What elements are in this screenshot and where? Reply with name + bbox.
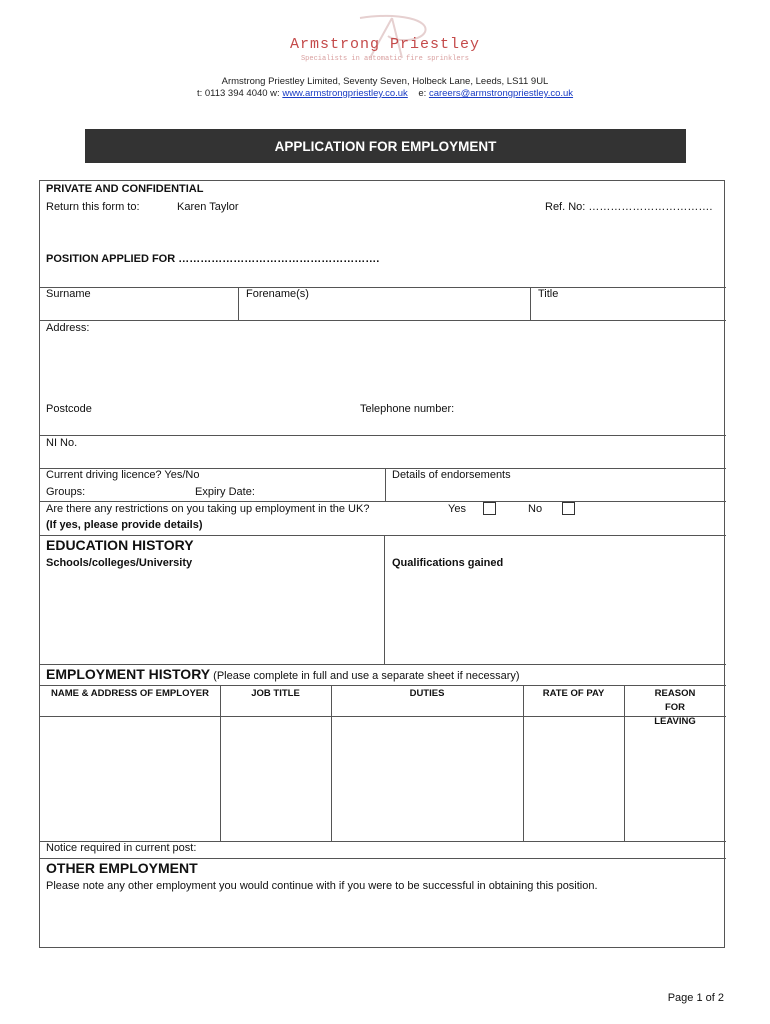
company-tagline: Specialists in automatic fire sprinklers xyxy=(300,55,470,63)
ni-number-field[interactable]: NI No. xyxy=(46,437,78,449)
email-label: e: xyxy=(418,88,429,99)
notice-required-field[interactable]: Notice required in current post: xyxy=(46,842,197,854)
title-field[interactable]: Title xyxy=(538,288,559,300)
telephone-field[interactable]: Telephone number: xyxy=(360,403,455,415)
private-confidential-label: PRIVATE AND CONFIDENTIAL xyxy=(46,183,204,195)
restrictions-question: Are there any restrictions on you taking up employment in the UK? xyxy=(46,503,370,515)
address-field[interactable]: Address: xyxy=(46,322,90,334)
email-link[interactable]: careers@armstrongpriestley.co.uk xyxy=(428,88,574,99)
schools-field[interactable]: Schools/colleges/University xyxy=(46,557,193,569)
licence-groups-field[interactable]: Groups: xyxy=(46,486,86,498)
employment-note: (Please complete in full and use a separate sheet if necessary) xyxy=(210,670,520,682)
company-name: Armstrong Priestley xyxy=(289,36,481,53)
telephone-label: t: 0113 394 4040 w: xyxy=(196,88,283,99)
restrictions-no-label: No xyxy=(528,503,543,515)
education-heading: EDUCATION HISTORY xyxy=(46,537,194,553)
other-employment-heading: OTHER EMPLOYMENT xyxy=(46,860,198,876)
col-employer: NAME & ADDRESS OF EMPLOYER xyxy=(51,688,209,699)
qualifications-field[interactable]: Qualifications gained xyxy=(392,557,504,569)
form-title-banner: APPLICATION FOR EMPLOYMENT xyxy=(85,129,686,163)
postcode-field[interactable]: Postcode xyxy=(46,403,92,415)
col-rate-of-pay: RATE OF PAY xyxy=(542,688,605,699)
col-reason-for-leaving: REASON FOR LEAVING xyxy=(654,688,696,727)
application-form xyxy=(39,180,725,948)
col-job-title: JOB TITLE xyxy=(251,688,300,699)
page-number: Page 1 of 2 xyxy=(667,992,724,1004)
restrictions-yes-checkbox[interactable] xyxy=(483,502,496,515)
restrictions-details-note: (If yes, please provide details) xyxy=(46,519,203,531)
licence-expiry-field[interactable]: Expiry Date: xyxy=(195,486,255,498)
restrictions-no-checkbox[interactable] xyxy=(562,502,575,515)
other-employment-field[interactable]: Please note any other employment you would continue with if you were to be successful in obtaining this position. xyxy=(46,880,598,892)
position-applied-field[interactable]: POSITION APPLIED FOR ………………………………………………. xyxy=(46,253,380,265)
employment-heading: EMPLOYMENT HISTORY xyxy=(46,666,211,682)
driving-licence-field[interactable]: Current driving licence? Yes/No xyxy=(46,469,200,481)
return-form-label: Return this form to: xyxy=(46,201,140,213)
contact-line xyxy=(0,88,770,99)
return-form-name: Karen Taylor xyxy=(177,201,239,213)
forename-field[interactable]: Forename(s) xyxy=(246,288,309,300)
endorsements-field[interactable]: Details of endorsements xyxy=(392,469,511,481)
restrictions-yes-label: Yes xyxy=(448,503,466,515)
surname-field[interactable]: Surname xyxy=(46,288,91,300)
employment-heading-row xyxy=(46,666,520,682)
ref-no-field[interactable]: Ref. No: ……………………………. xyxy=(545,201,713,213)
col-duties: DUTIES xyxy=(409,688,445,699)
company-address: Armstrong Priestley Limited, Seventy Seven, Holbeck Lane, Leeds, LS11 9UL xyxy=(221,76,549,87)
website-link[interactable]: www.armstrongpriestley.co.uk xyxy=(282,88,408,99)
